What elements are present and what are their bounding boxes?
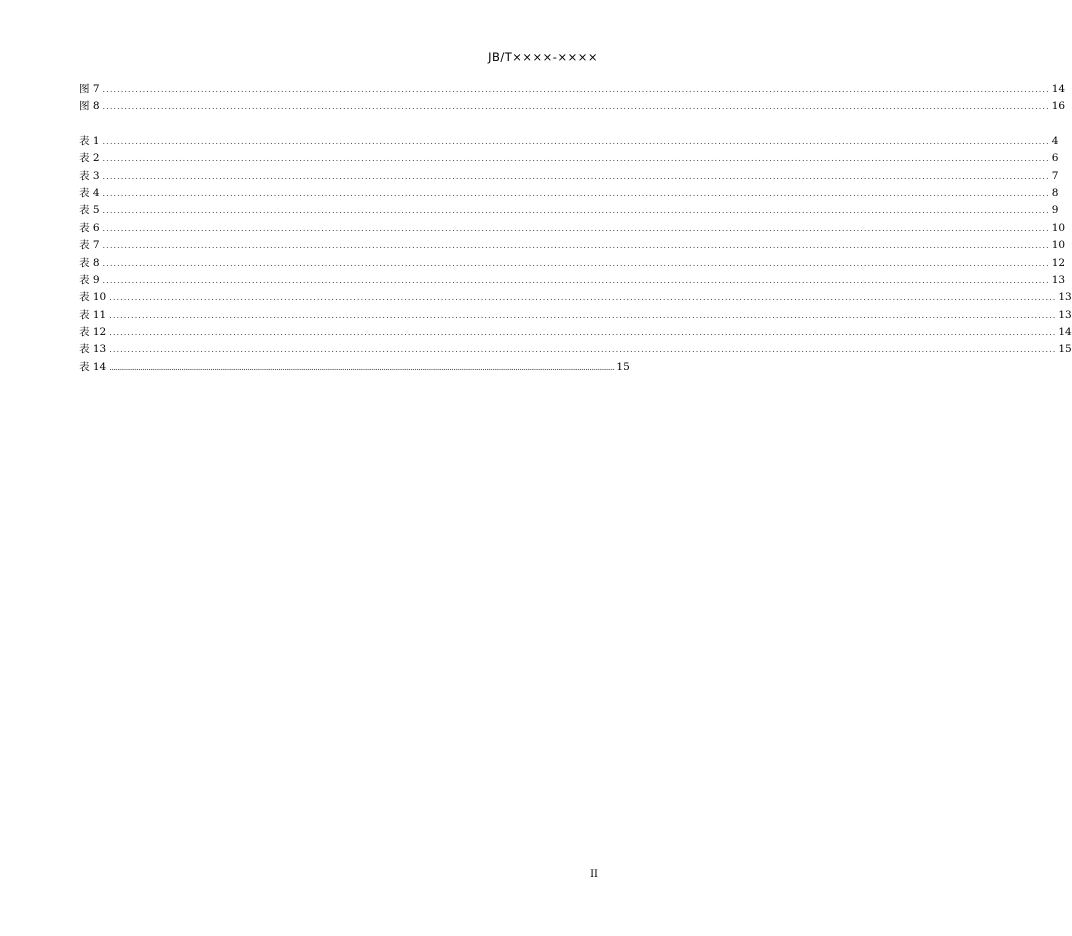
toc-entry-label: 表 8 <box>79 256 100 269</box>
toc-entry-table-13[interactable] <box>79 341 1072 358</box>
toc-entry-label: 表 3 <box>79 169 100 182</box>
toc-entry-label: 表 11 <box>79 308 107 321</box>
toc-entry-page: 15 <box>1058 343 1072 356</box>
toc-entry-label: 表 6 <box>79 221 100 234</box>
dot-leader: .................................................................................................................................................................................................................................................................... <box>109 328 1057 338</box>
table-list <box>79 133 1072 376</box>
toc-entry-label: 表 10 <box>79 291 107 304</box>
toc-entry-page: 8 <box>1051 186 1059 199</box>
toc-entry-label: 表 12 <box>79 326 107 339</box>
toc-entry-label: 表 9 <box>79 273 100 286</box>
toc-entry-table-7[interactable] <box>79 237 1066 254</box>
toc-entry-label: 表 1 <box>79 134 100 147</box>
toc-entry-table-3[interactable] <box>79 168 1059 185</box>
dot-leader: .................................................................................................................................................................................................................................................................... <box>109 310 1057 320</box>
toc-entry-page: 13 <box>1058 291 1072 304</box>
toc-entry-label: 表 13 <box>79 343 107 356</box>
toc-entry-page: 10 <box>1051 221 1066 234</box>
table-of-contents <box>79 81 1072 376</box>
toc-entry-page: 13 <box>1051 273 1066 286</box>
dot-leader: .................................................................................................................................................................................................................................................................... <box>109 293 1057 303</box>
toc-entry-figure-8[interactable] <box>79 98 1066 115</box>
toc-entry-table-1[interactable] <box>79 133 1059 150</box>
toc-entry-label: 表 14 <box>79 360 107 373</box>
page-number: II <box>590 869 598 880</box>
toc-entry-label: 表 5 <box>79 204 100 217</box>
dot-leader: .................................................................................................................................................................................................................................................................... <box>102 171 1050 181</box>
dot-leader: .................................................................................................................................................................................................................................................................... <box>102 206 1050 216</box>
dot-leader: .................................................................................................................................................................................................................................................................... <box>102 102 1050 112</box>
toc-entry-table-14[interactable] <box>79 359 630 376</box>
toc-entry-label: 表 7 <box>79 239 100 252</box>
toc-entry-page: 14 <box>1058 326 1072 339</box>
toc-entry-table-6[interactable] <box>79 220 1066 237</box>
toc-entry-table-2[interactable] <box>79 150 1059 167</box>
document-code-header: JB/T××××-×××× <box>488 50 598 64</box>
dot-leader: .................................................................................................................................................................................................................................................................... <box>102 241 1050 251</box>
toc-entry-label: 图 8 <box>79 100 100 113</box>
toc-entry-page: 16 <box>1051 100 1066 113</box>
toc-entry-label: 表 2 <box>79 152 100 165</box>
toc-entry-page: 10 <box>1051 239 1066 252</box>
toc-entry-page: 9 <box>1051 204 1059 217</box>
toc-entry-page: 4 <box>1051 134 1059 147</box>
figure-list <box>79 81 1066 116</box>
toc-entry-page: 7 <box>1051 169 1059 182</box>
toc-entry-table-10[interactable] <box>79 289 1072 306</box>
toc-entry-page: 12 <box>1051 256 1066 269</box>
dot-leader: .................................................................................................................................................................................................................................................................... <box>102 188 1050 198</box>
toc-entry-page: 6 <box>1051 152 1059 165</box>
dot-leader: .................................................................................................................................................................................................................................................................... <box>102 85 1050 94</box>
toc-entry-table-12[interactable] <box>79 324 1072 341</box>
toc-entry-label: 表 4 <box>79 186 100 199</box>
toc-entry-table-11[interactable] <box>79 307 1072 324</box>
toc-entry-label: 图 7 <box>79 83 100 95</box>
dot-leader: .................................................................................................................................................................................................................................................................... <box>102 154 1050 164</box>
toc-entry-table-8[interactable] <box>79 255 1066 272</box>
dot-leader: .................................................................................................................................................................................................................................................................... <box>102 258 1050 268</box>
dot-leader: .................................................................................................................................................................................................................................................................... <box>102 275 1050 285</box>
toc-entry-page: 15 <box>616 360 630 373</box>
dot-leader: .................................................................................................................................................................................................................................................................... <box>109 362 615 372</box>
toc-entry-figure-7[interactable] <box>79 81 1066 98</box>
toc-entry-page: 13 <box>1058 308 1072 321</box>
dot-leader: .................................................................................................................................................................................................................................................................... <box>102 136 1050 146</box>
dot-leader: .................................................................................................................................................................................................................................................................... <box>109 345 1057 355</box>
toc-entry-table-5[interactable] <box>79 202 1059 219</box>
toc-entry-table-9[interactable] <box>79 272 1066 289</box>
dot-leader: .................................................................................................................................................................................................................................................................... <box>102 223 1050 233</box>
toc-entry-table-4[interactable] <box>79 185 1059 202</box>
toc-entry-page: 14 <box>1051 83 1066 95</box>
